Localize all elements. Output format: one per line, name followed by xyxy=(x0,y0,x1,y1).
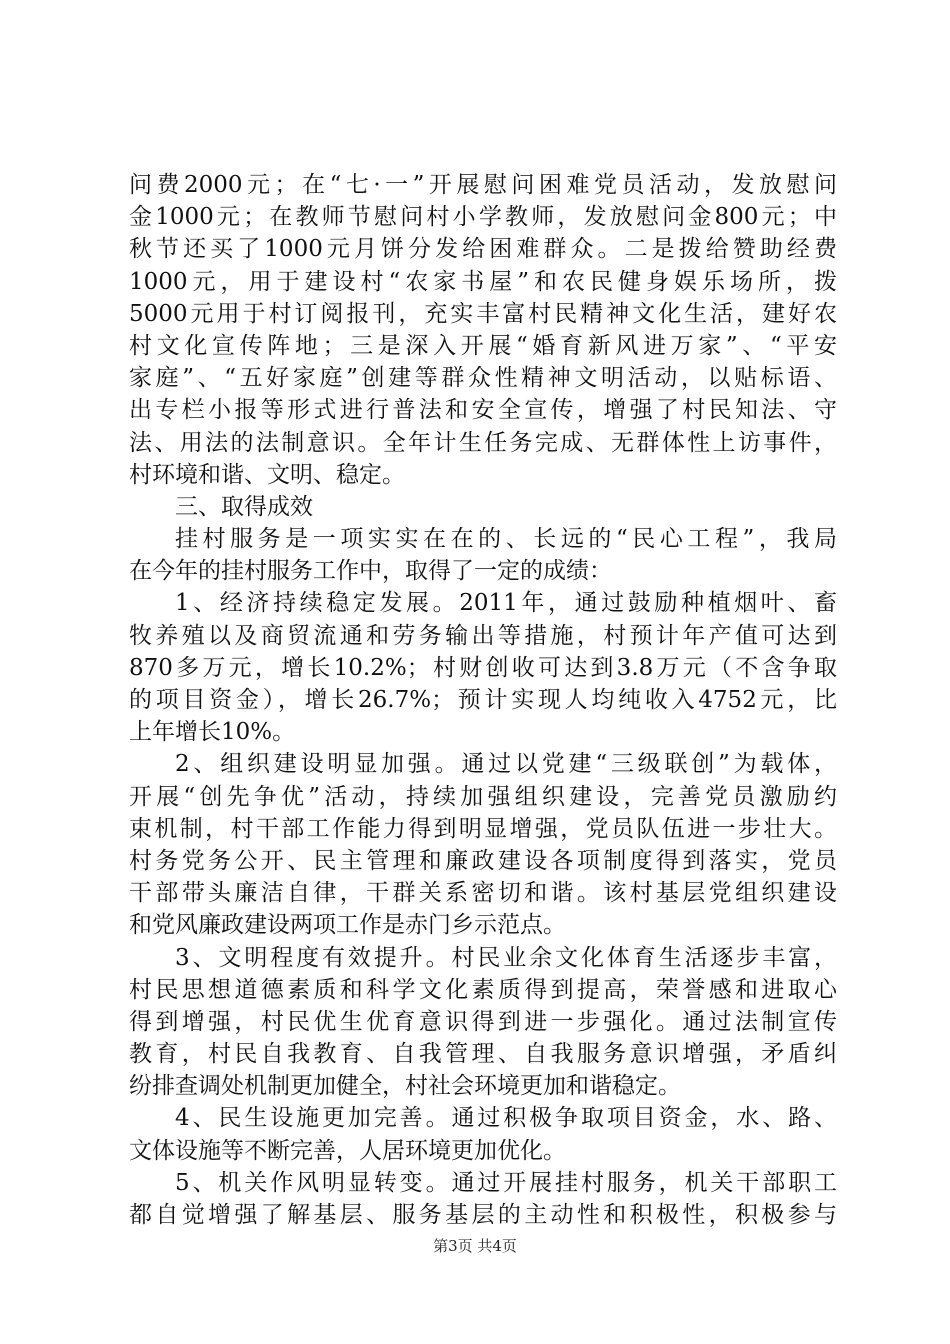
text-line: 4、民生设施更加完善。通过积极争取项目资金，水、路、 xyxy=(175,1105,837,1132)
text-line: 纷排查调处机制更加健全，村社会环境更加和谐稳定。 xyxy=(129,1073,681,1100)
text-line: 2、组织建设明显加强。通过以党建“三级联创”为载体， xyxy=(175,751,837,778)
text-line: 束机制，村干部工作能力得到明显增强，党员队伍进一步壮大。 xyxy=(129,815,837,842)
text-line: 都自觉增强了解基层、服务基层的主动性和积极性，积极参与 xyxy=(129,1202,837,1228)
text-line: 牧养殖以及商贸流通和劳务输出等措施，村预计年产值可达到 xyxy=(129,622,837,649)
page-footer: 第3页 共4页 xyxy=(433,1237,517,1255)
text-line: 3、文明程度有效提升。村民业余文化体育生活逐步丰富， xyxy=(175,944,837,971)
text-line: 教育，村民自我教育、自我管理、自我服务意识增强，矛盾纠 xyxy=(129,1041,837,1068)
text-line: 挂村服务是一项实实在在的、长远的“民心工程”，我局 xyxy=(175,526,837,553)
text-line: 上年增长10%。 xyxy=(129,719,296,746)
text-line: 问费2000元；在“七·一”开展慰问困难党员活动，发放慰问 xyxy=(129,172,837,198)
text-line: 干部带头廉洁自律，干群关系密切和谐。该村基层党组织建设 xyxy=(129,880,837,907)
text-line: 1、经济持续稳定发展。2011年，通过鼓励种植烟叶、畜 xyxy=(175,590,837,617)
text-line: 文体设施等不断完善，人居环境更加优化。 xyxy=(129,1137,566,1164)
text-line: 的项目资金），增长26.7%；预计实现人均纯收入4752元，比 xyxy=(129,687,837,713)
text-line: 870多万元，增长10.2%；村财创收可达到3.8万元（不含争取 xyxy=(129,654,837,681)
text-line: 5000元用于村订阅报刊，充实丰富村民精神文化生活，建好农 xyxy=(129,300,837,327)
text-line: 村务党务公开、民主管理和廉政建设各项制度得到落实，党员 xyxy=(129,847,837,874)
text-line: 在今年的挂村服务工作中，取得了一定的成绩： xyxy=(129,558,612,585)
text-line: 法、用法的法制意识。全年计生任务完成、无群体性上访事件， xyxy=(129,429,837,456)
text-line: 金1000元；在教师节慰问村小学教师，发放慰问金800元；中 xyxy=(129,204,837,231)
text-line: 家庭”、“五好家庭”创建等群众性精神文明活动，以贴标语、 xyxy=(129,365,837,392)
text-line: 开展“创先争优”活动，持续加强组织建设，完善党员激励约 xyxy=(129,783,837,810)
text-line: 村环境和谐、文明、稳定。 xyxy=(129,461,405,488)
text-line: 1000元，用于建设村“农家书屋”和农民健身娱乐场所，拨 xyxy=(129,268,837,295)
text-line: 村民思想道德素质和科学文化素质得到提高，荣誉感和进取心 xyxy=(129,976,837,1003)
text-line: 村文化宣传阵地；三是深入开展“婚育新风进万家”、“平安 xyxy=(129,332,837,359)
text-line: 得到增强，村民优生优育意识得到进一步强化。通过法制宣传 xyxy=(129,1008,837,1035)
body-text xyxy=(129,169,837,1231)
text-line: 5、机关作风明显转变。通过开展挂村服务，机关干部职工 xyxy=(175,1169,837,1196)
text-line: 和党风廉政建设两项工作是赤门乡示范点。 xyxy=(129,912,566,939)
text-line: 三、取得成效 xyxy=(175,493,313,520)
text-line: 出专栏小报等形式进行普法和安全宣传，增强了村民知法、守 xyxy=(129,397,837,424)
text-line: 秋节还买了1000元月饼分发给困难群众。二是拨给赞助经费 xyxy=(129,236,837,263)
